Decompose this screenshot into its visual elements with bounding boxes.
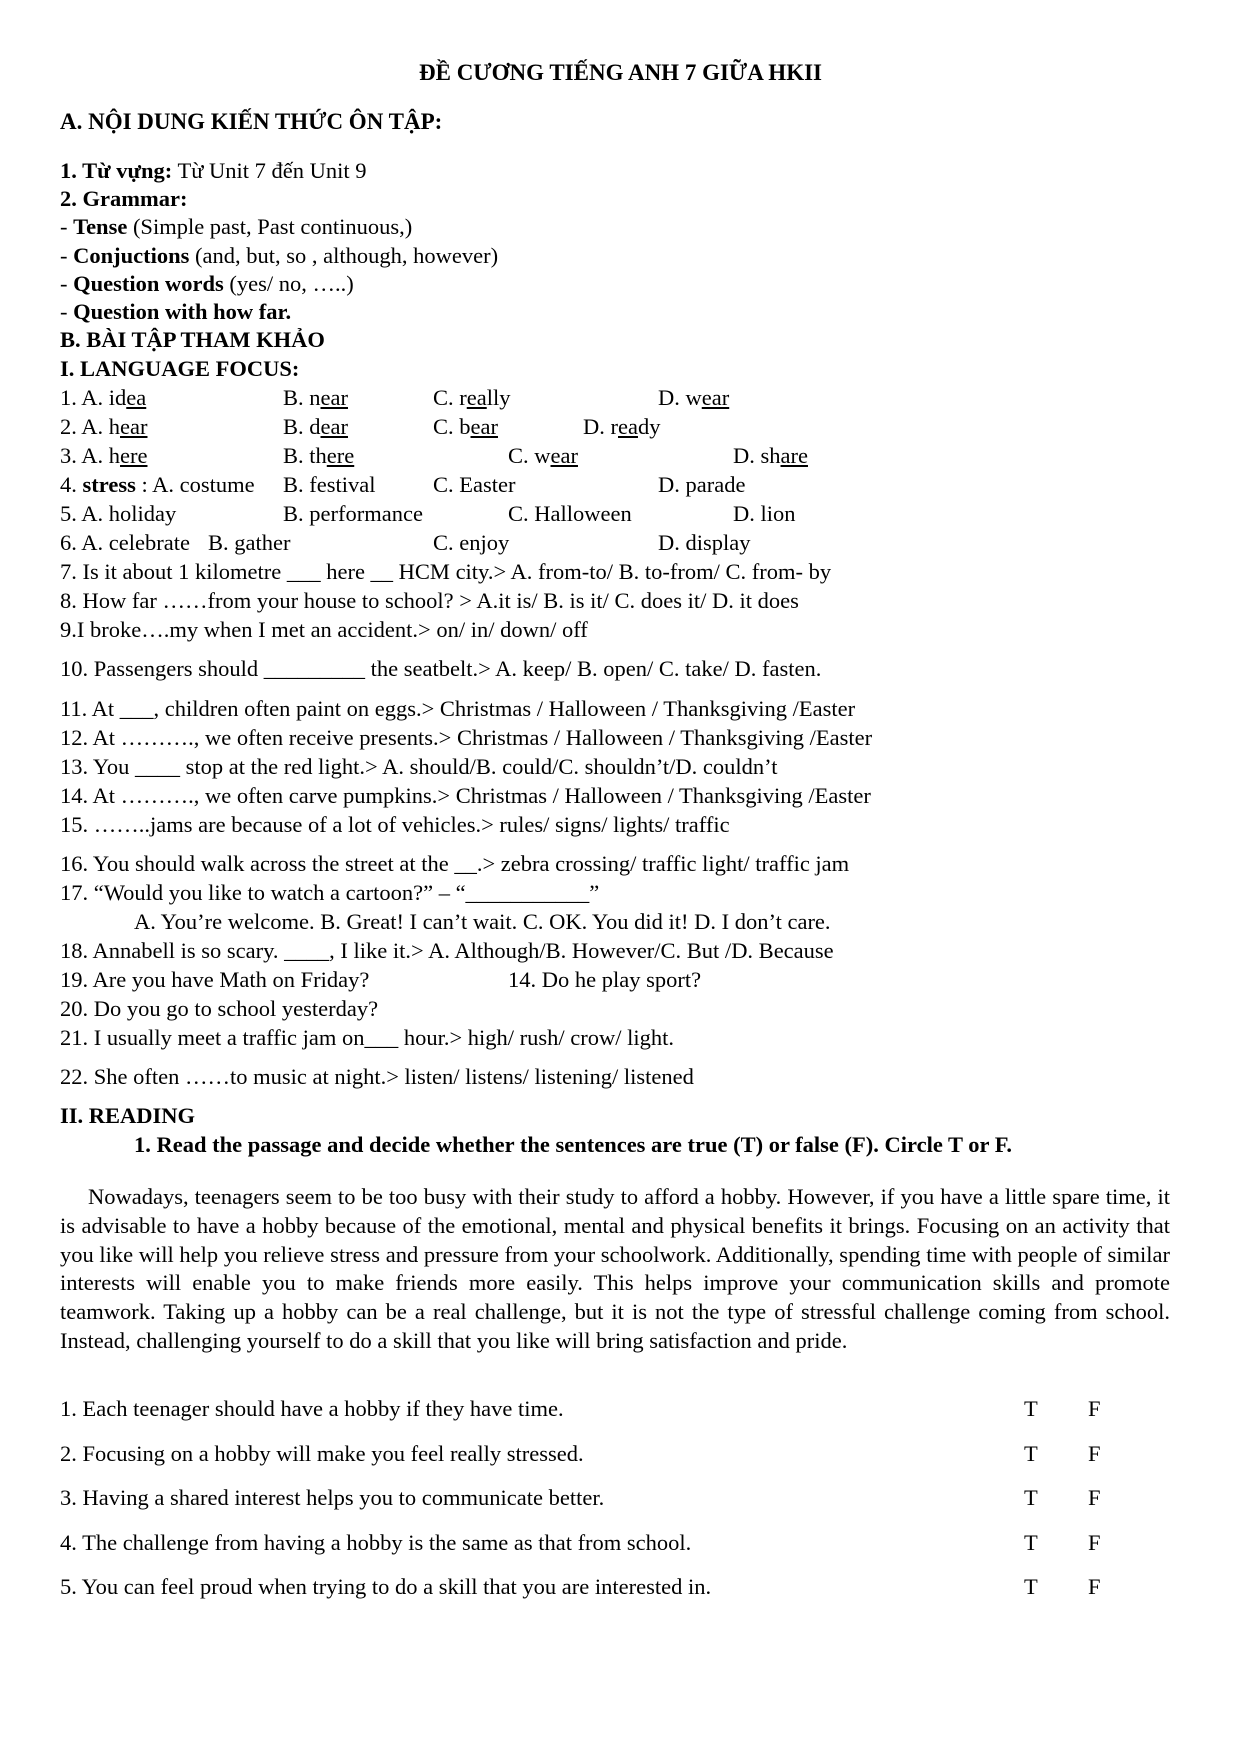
tf-statement: 2. Focusing on a hobby will make you feel really stressed. [60, 1441, 584, 1466]
tf-true-option[interactable]: T [1024, 1485, 1038, 1510]
question-15: 15. ……..jams are because of a lot of vehicles.> rules/ signs/ lights/ traffic [60, 812, 730, 837]
tf-false-option[interactable]: F [1088, 1396, 1101, 1421]
page-title: ĐỀ CƯƠNG TIẾNG ANH 7 GIỮA HKII [419, 60, 822, 85]
question-18: 18. Annabell is so scary. ____, I like it.> A. Although/B. However/C. But /D. Because [60, 938, 834, 963]
vocab-line: 1. Từ vựng: Từ Unit 7 đến Unit 9 [60, 158, 367, 183]
tf-true-option[interactable]: T [1024, 1574, 1038, 1599]
question-20: 20. Do you go to school yesterday? [60, 996, 379, 1021]
tf-false-option[interactable]: F [1088, 1441, 1101, 1466]
tf-statement: 1. Each teenager should have a hobby if they have time. [60, 1396, 564, 1421]
grammar-item-how-far: - Question with how far. [60, 299, 292, 324]
tf-false-option[interactable]: F [1088, 1485, 1101, 1510]
reading-heading: II. READING [60, 1103, 196, 1128]
question-13: 13. You ____ stop at the red light.> A. should/B. could/C. shouldn’t/D. couldn’t [60, 754, 778, 779]
question-10: 10. Passengers should _________ the seatbelt.> A. keep/ B. open/ C. take/ D. fasten. [60, 656, 822, 681]
grammar-item-question-words: - Question words (yes/ no, …..) [60, 271, 354, 296]
question-22: 22. She often ……to music at night.> listen/ listens/ listening/ listened [60, 1064, 694, 1089]
tf-true-option[interactable]: T [1024, 1441, 1038, 1466]
question-16: 16. You should walk across the street at the __.> zebra crossing/ traffic light/ traffic jam [60, 851, 850, 876]
grammar-item-tense: - Tense (Simple past, Past continuous,) [60, 214, 413, 239]
question-9: 9.I broke….my when I met an accident.> on/ in/ down/ off [60, 617, 588, 642]
language-focus-heading: I. LANGUAGE FOCUS: [60, 356, 300, 381]
question-7: 7. Is it about 1 kilometre ___ here __ HCM city.> A. from-to/ B. to-from/ C. from- by [60, 559, 832, 584]
question-8: 8. How far ……from your house to school? > A.it is/ B. is it/ C. does it/ D. it does [60, 588, 799, 613]
tf-false-option[interactable]: F [1088, 1530, 1101, 1555]
section-a-heading: A. NỘI DUNG KIẾN THỨC ÔN TẬP: [60, 109, 443, 134]
section-b-heading: B. BÀI TẬP THAM KHẢO [60, 327, 325, 352]
grammar-item-conjunctions: - Conjuctions (and, but, so , although, however) [60, 243, 499, 268]
tf-true-option[interactable]: T [1024, 1530, 1038, 1555]
question-17: 17. “Would you like to watch a cartoon?” – “___________” [60, 880, 600, 905]
question-11: 11. At ___, children often paint on eggs.> Christmas / Halloween / Thanksgiving /Easter [60, 696, 856, 721]
document-page: ĐỀ CƯƠNG TIẾNG ANH 7 GIỮA HKII A. NỘI DUNG KIẾN THỨC ÔN TẬP: 1. Từ vựng: Từ Unit 7 đến Unit 9 2. Grammar: - Tense (Simple past, Past continuous,) - Conjuctions (and, but, so , although, however) - Question words (yes/ no, …..) - Question with how far. B. BÀI TẬP THAM KHẢO I. LANGUAGE FOCUS: 1. A. idea B. near C. really D. wear 2. A. hear B. dear C. bear D. ready 3. A. here B. there C. wear D. share 4. stress : A. costume B. festival C. Easter D. parade 5. A. holiday B. performance C. Halloween D. lion 6. A. celebrate B. gather C. enjoy D. display 7. Is it about 1 kilometre ___ here __ HCM city.> A. from-to/ B. to-from/ C. from- by 8. How far ……from your house to school? > A.it is/ B. is it/ C. does it/ D. it does 9.I broke….my when I met an accident.> on/ in/ down/ off 10. Passengers should _________ the seatbelt.> A. keep/ B. open/ C. take/ D. fasten. 11. At ___, children often paint on eggs.> Christmas / Halloween / Thanksgiving /Easter 12. At ………., we often receive presents.> Christmas / Halloween / Thanksgiving /Easter 13. You ____ stop at the red light.> A. should/B. could/C. shouldn’t/D. couldn’t 14. At ………., we often carve pumpkins.> Christmas / Halloween / Thanksgiving /Easter 15. ……..jams are because of a lot of vehicles.> rules/ signs/ lights/ traffic 16. You should walk across the street at the __.> zebra crossing/ traffic light/ traffic jam 17. “Would you like to watch a cartoon?” – “___________” A. You’re welcome. B. Great! I can’t wait. C. OK. You did it! D. I don’t care. 18. Annabell is so scary. ____, I like it.> A. Although/B. However/C. But /D. Because 19. Are you have Math on Friday? 14. Do he play sport? 20. Do you go to school yesterday? 21. I usually meet a traffic jam on___ hour.> high/ rush/ crow/ light. 22. She often ……to music at night.> listen/ listens/ listening/ listened II. READING 1. Read the passage and decide whether the sentences are true (T) or false (F). Circle T or F. Nowadays, teenagers seem to be too busy with their study to afford a hobby. However, if you have a little spare time, it is advisable to have a hobby because of the emotional, mental and physical benefits it brings. Focusing on an activity that you like will help you relieve stress and pressure from your schoolwork. Additionally, spending time with people of similar interests will enable you to make friends more easily. This helps improve your communication skills and promote teamwork. Taking up a hobby can be a real challenge, but it is not the type of stressful challenge coming from school. Instead, challenging yourself to do a skill that you like will bring satisfaction and pride. 1. Each teenager should have a hobby if they have time. T F 2. Focusing on a hobby will make you feel really stressed. T F 3. Having a shared interest helps you to communicate better. T F 4. The challenge from having a hobby is the same as that from school. T F 5. You can feel proud when trying to do a skill that you are interested in. T F [0, 0, 1241, 1755]
tf-statement: 5. You can feel proud when trying to do a skill that you are interested in. [60, 1574, 712, 1599]
question-19: 19. Are you have Math on Friday? 14. Do he play sport? [60, 967, 702, 992]
reading-instruction: 1. Read the passage and decide whether the sentences are true (T) or false (F). Circle T or F. [134, 1132, 1013, 1157]
question-17-options: A. You’re welcome. B. Great! I can’t wait. C. OK. You did it! D. I don’t care. [134, 909, 831, 934]
reading-passage: Nowadays, teenagers seem to be too busy with their study to afford a hobby. However, if you have a little spare time, it is advisable to have a hobby because of the emotional, mental and physical benefits it brings. Focusing on an activity that you like will help you relieve stress and pressure from your schoolwork. Additionally, spending time with people of similar interests will enable you to make friends more easily. This helps improve your communication skills and promote teamwork. Taking up a hobby can be a real challenge, but it is not the type of stressful challenge coming from school. Instead, challenging yourself to do a skill that you like will bring satisfaction and pride. [60, 1184, 1170, 1353]
tf-false-option[interactable]: F [1088, 1574, 1101, 1599]
tf-statement: 4. The challenge from having a hobby is the same as that from school. [60, 1530, 692, 1555]
grammar-heading: 2. Grammar: [60, 186, 188, 211]
question-14: 14. At ………., we often carve pumpkins.> Christmas / Halloween / Thanksgiving /Easter [60, 783, 871, 808]
tf-true-option[interactable]: T [1024, 1396, 1038, 1421]
tf-statement: 3. Having a shared interest helps you to communicate better. [60, 1485, 605, 1510]
question-21: 21. I usually meet a traffic jam on___ hour.> high/ rush/ crow/ light. [60, 1025, 675, 1050]
question-12: 12. At ………., we often receive presents.> Christmas / Halloween / Thanksgiving /Easter [60, 725, 873, 750]
